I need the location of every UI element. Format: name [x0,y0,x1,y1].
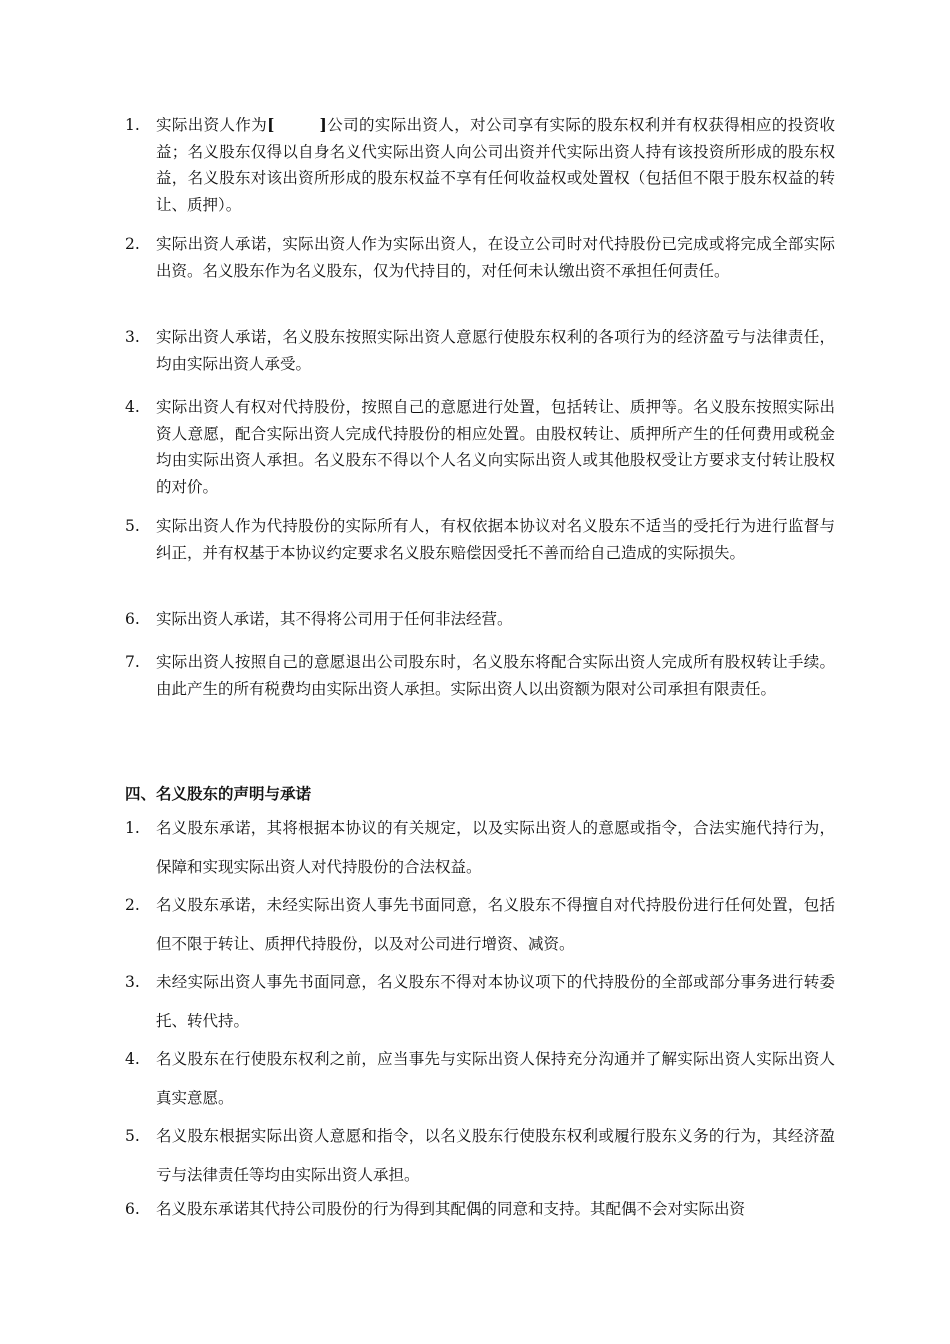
list-number: 2. [125,896,140,914]
list-number: 3. [125,973,140,991]
list-item-text: 名义股东在行使股东权利之前，应当事先与实际出资人保持充分沟通并了解实际出资人实际出资人真实意愿。 [156,1050,835,1107]
list-number: 3. [125,328,140,346]
section-4-heading: 四、名义股东的声明与承诺 [125,784,312,803]
list-item [125,324,835,377]
list-item [125,1040,835,1118]
list-number: 4. [125,1050,140,1068]
list-item-text: 名义股东承诺，未经实际出资人事先书面同意，名义股东不得擅自对代持股份进行任何处置，包括但不限于转让、质押代持股份，以及对公司进行增资、减资。 [156,896,835,953]
list-number: 6. [125,610,140,628]
list-item [125,886,835,964]
list-item [125,649,835,702]
list-item-text: 实际出资人承诺，其不得将公司用于任何非法经营。 [156,610,513,628]
list-item [125,606,835,633]
list-item [125,809,835,887]
list-item-text: 实际出资人按照自己的意愿退出公司股东时，名义股东将配合实际出资人完成所有股权转让手续。由此产生的所有税费均由实际出资人承担。实际出资人以出资额为限对公司承担有限责任。 [156,653,835,698]
list-item [125,1190,835,1229]
list-item-text [156,112,835,218]
text-segment: 公司的实际出资人，对公司享有实际的股东权利并有权获得相应的投资收益；名义股东仅得以自身名义代实际出资人向公司出资并代实际出资人持有该投资所形成的股东权益，名义股东对该出资所形成的股东权益不享有任何收益权或处置权（包括但不限于股东权益的转让、质押）。 [156,116,835,214]
list-item-text: 实际出资人承诺，实际出资人作为实际出资人，在设立公司时对代持股份已完成或将完成全部实际出资。名义股东作为名义股东，仅为代持目的，对任何未认缴出资不承担任何责任。 [156,235,835,280]
list-item-text: 实际出资人承诺，名义股东按照实际出资人意愿行使股东权利的各项行为的经济盈亏与法律责任，均由实际出资人承受。 [156,328,835,373]
list-number: 5. [125,1127,140,1145]
list-item-text: 实际出资人有权对代持股份，按照自己的意愿进行处置，包括转让、质押等。名义股东按照实际出资人意愿，配合实际出资人完成代持股份的相应处置。由股权转让、质押所产生的任何费用或税金均由实际出资人承担。名义股东不得以个人名义向实际出资人或其他股权受让方要求支付转让股权的对价。 [156,398,835,496]
list-item-text: 实际出资人作为代持股份的实际所有人，有权依据本协议对名义股东不适当的受托行为进行监督与纠正，并有权基于本协议约定要求名义股东赔偿因受托不善而给自己造成的实际损失。 [156,517,835,562]
list-item [125,963,835,1041]
bracket-close: ] [319,115,327,134]
list-item-text: 名义股东根据实际出资人意愿和指令，以名义股东行使股东权利或履行股东义务的行为，其经济盈亏与法律责任等均由实际出资人承担。 [156,1127,835,1184]
list-item [125,112,835,218]
list-number: 2. [125,235,140,253]
list-number: 6. [125,1200,140,1218]
list-number: 4. [125,398,140,416]
list-number: 1. [125,116,140,134]
list-item [125,513,835,566]
list-item-text: 名义股东承诺其代持公司股份的行为得到其配偶的同意和支持。其配偶不会对实际出资 [156,1200,746,1218]
list-number: 7. [125,653,140,671]
list-number: 1. [125,819,140,837]
bracket-open: [ [267,115,275,134]
list-item [125,231,835,284]
list-item [125,394,835,500]
list-item [125,1117,835,1195]
list-item-text: 名义股东承诺，其将根据本协议的有关规定，以及实际出资人的意愿或指令，合法实施代持行为，保障和实现实际出资人对代持股份的合法权益。 [156,819,835,876]
list-item-text: 未经实际出资人事先书面同意，名义股东不得对本协议项下的代持股份的全部或部分事务进行转委托、转代持。 [156,973,835,1030]
text-segment: 实际出资人作为 [156,116,268,134]
list-number: 5. [125,517,140,535]
